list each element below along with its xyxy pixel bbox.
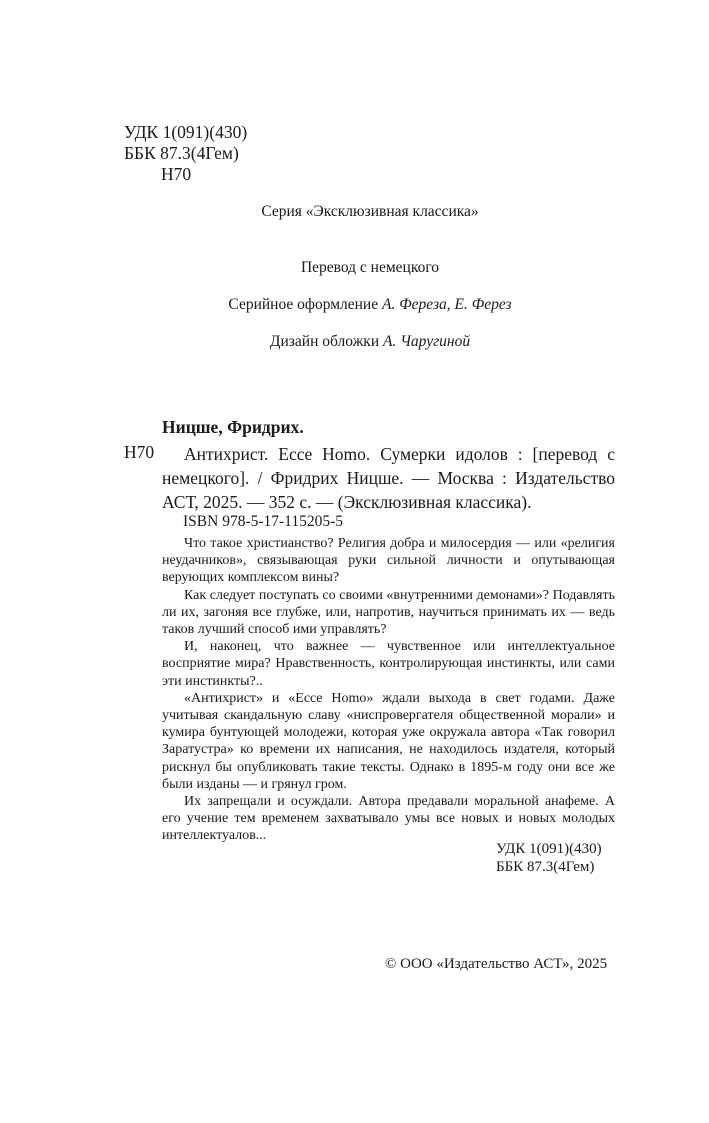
author-heading: Ницше, Фридрих.	[162, 417, 304, 437]
cover-designer: А. Чаругиной	[383, 333, 471, 350]
annotation-paragraph: И, наконец, что важнее — чувственное или интеллектуальное восприятие мира? Нравственность, контролирующая инстинкты, или сами эти инстинкты?..	[162, 639, 615, 689]
record-author-mark: Н70	[124, 442, 155, 462]
series-design-credit	[0, 296, 709, 314]
bibliographic-description: Антихрист. Ecce Homo. Сумерки идолов : [перевод с немецкого]. / Фридрих Ницше. — Москва : Издательство АСТ, 2025. — 352 с. — (Эксклюзивная классика).	[162, 444, 615, 512]
bbk-code: ББК 87.3(4Гем)	[496, 859, 595, 875]
annotation	[162, 535, 615, 845]
bbk-code: ББК 87.3(4Гем)	[124, 143, 239, 163]
series-designers: А. Фереза, Е. Ферез	[381, 296, 512, 313]
annotation-paragraph: Их запрещали и осуждали. Автора предавали моральной анафеме. А его учение тем временем захватывало умы все новых и новых молодых интеллектуалов...	[162, 794, 615, 844]
translation-note: Перевод с немецкого	[300, 259, 440, 276]
annotation-paragraph: «Антихрист» и «Ecce Homo» ждали выхода в свет годами. Даже учитывая скандальную славу «ниспровергателя общественной морали» и кумира бунтующей молодежи, которая уже окружала автора «Так говорил Заратустра» ко времени их написания, не находилось издателя, который рискнул бы опубликовать такие тексты. Однако в 1895-м году они все же были изданы — и грянул гром.	[162, 690, 615, 792]
series-design-label: Серийное оформление	[228, 296, 382, 313]
annotation-paragraph: Как следует поступать со своими «внутренними демонами»? Подавлять ли их, загоняя все глубже, или, напротив, научиться принимать их — ведь таков лучший способ ими управлять?	[162, 587, 615, 638]
udk-code: УДК 1(091)(430)	[496, 841, 602, 857]
copyright-notice: © ООО «Издательство АСТ», 2025	[385, 956, 608, 972]
classification-codes-top	[124, 122, 247, 185]
author-mark: Н70	[161, 164, 192, 184]
udk-code: УДК 1(091)(430)	[124, 122, 248, 142]
cover-design-label: Дизайн обложки	[269, 333, 384, 350]
series-title: Серия «Эксклюзивная классика»	[261, 203, 479, 220]
classification-codes-bottom	[496, 840, 602, 876]
annotation-paragraph: Что такое христианство? Религия добра и милосердия — или «религия неудачников», связывающая руки сильной личности и опутывающая верующих комплексом вины?	[162, 536, 615, 586]
isbn: ISBN 978-5-17-115205-5	[183, 513, 344, 530]
cover-design-credit	[0, 333, 709, 351]
